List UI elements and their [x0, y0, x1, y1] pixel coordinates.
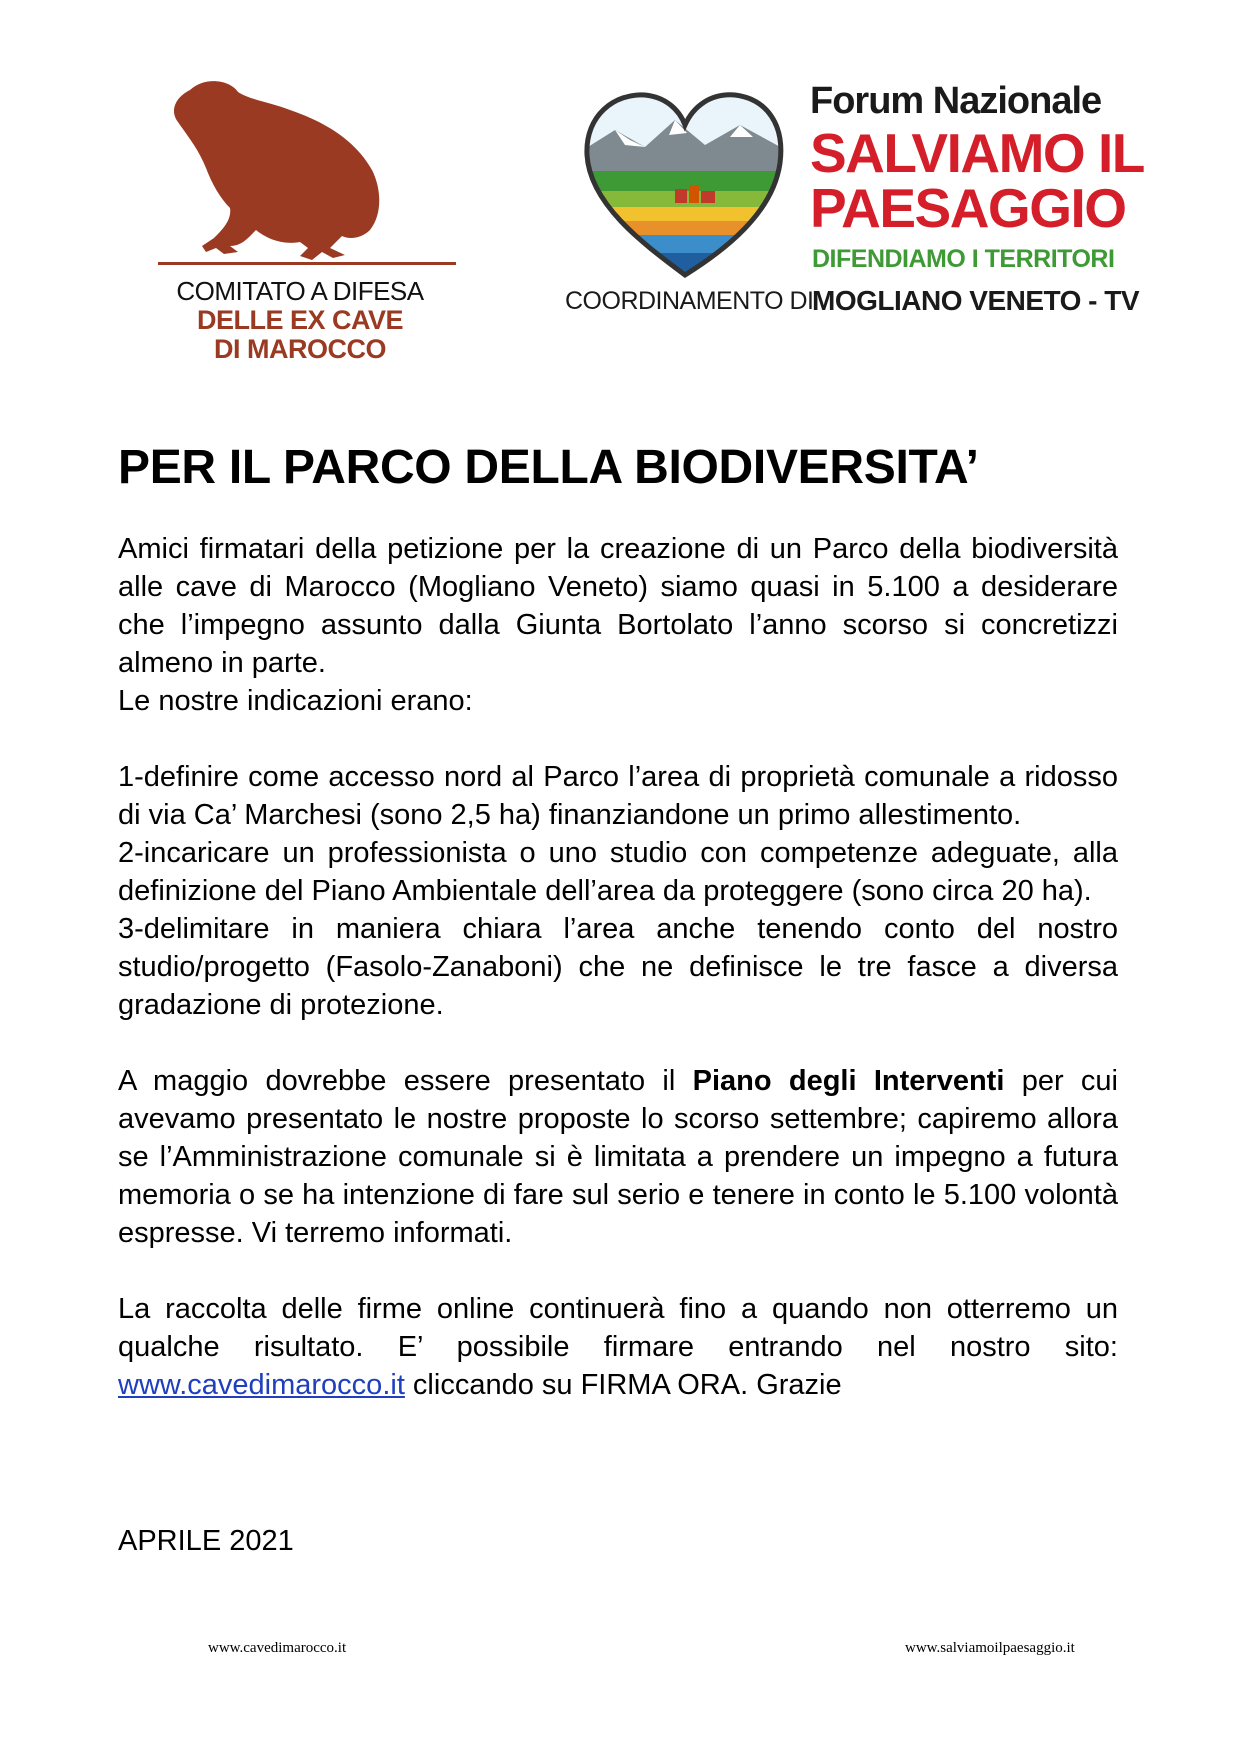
list-item-3: 3-delimitare in maniera chiara l’area anche tenendo conto del nostro studio/progetto (Fasolo-Zanaboni) che ne definisce le tre fasce a diversa gradazione di protezione.: [118, 913, 1118, 1021]
site-link[interactable]: www.cavedimarocco.it: [118, 1369, 405, 1401]
plan-paragraph: [118, 1062, 1118, 1252]
forum-logo: [565, 80, 1165, 330]
forum-tagline: DIFENDIAMO I TERRITORI: [812, 245, 1115, 273]
coord-prefix: COORDINAMENTO DI: [565, 287, 814, 315]
footer-right-url: www.salviamoilpaesaggio.it: [905, 1640, 1075, 1656]
document-date: APRILE 2021: [118, 1525, 294, 1557]
heart-landscape-icon: [575, 85, 795, 285]
frog-icon: [150, 80, 470, 270]
petition-text-b: cliccando su FIRMA ORA. Grazie: [404, 1369, 842, 1401]
forum-headline-2: PAESAGGIO: [810, 177, 1126, 239]
coord-place: MOGLIANO VENETO - TV: [812, 285, 1140, 316]
page-title: PER IL PARCO DELLA BIODIVERSITA’: [118, 441, 979, 494]
list-item-1: 1-definire come accesso nord al Parco l’area di proprietà comunale a ridosso di via Ca’ Marchesi (sono 2,5 ha) finanziandone un primo allestimento.: [118, 761, 1118, 831]
caption-line2: DELLE EX CAVE: [196, 305, 404, 335]
forum-headline-1: SALVIAMO IL: [810, 122, 1144, 184]
petition-text-a: La raccolta delle firme online continuerà fino a quando non otterremo un qualche risultato. E’ possibile firmare entrando nel nostro sito:: [118, 1293, 1118, 1363]
intro-paragraph: Amici firmatari della petizione per la creazione di un Parco della biodiversità alle cave di Marocco (Mogliano Veneto) siamo quasi in 5.100 a desiderare che l’impegno assunto dalla Giunta Bortolato l’anno scorso si concretizzi almeno in parte.: [118, 533, 1118, 679]
list-item-2: 2-incaricare un professionista o uno studio con competenze adeguate, alla definizione del Piano Ambientale dell’area da proteggere (sono circa 20 ha).: [118, 837, 1118, 907]
divider-line: [158, 262, 456, 265]
plan-text-a: A maggio dovrebbe essere presentato il: [118, 1065, 693, 1097]
document-body: [118, 530, 1118, 1404]
caption-line3: DI MAROCCO: [214, 334, 386, 364]
forum-title: Forum Nazionale: [810, 80, 1102, 122]
footer-left-url: www.cavedimarocco.it: [208, 1640, 347, 1656]
intro-lead: Le nostre indicazioni erano:: [118, 685, 473, 717]
petition-paragraph: [118, 1290, 1118, 1404]
plan-text-b: per cui avevamo presentato le nostre proposte lo scorso settembre; capiremo allora se l’Amministrazione comunale si è limitata a prendere un impegno a futura memoria o se ha intenzione di fare sul serio e tenere in conto le 5.100 volontà espresse. Vi terremo informati.: [118, 1065, 1118, 1249]
plan-bold: Piano degli Interventi: [692, 1065, 1005, 1097]
logo-caption: [150, 270, 450, 364]
caption-line1: COMITATO A DIFESA: [176, 276, 424, 306]
comitato-logo: [150, 80, 470, 370]
